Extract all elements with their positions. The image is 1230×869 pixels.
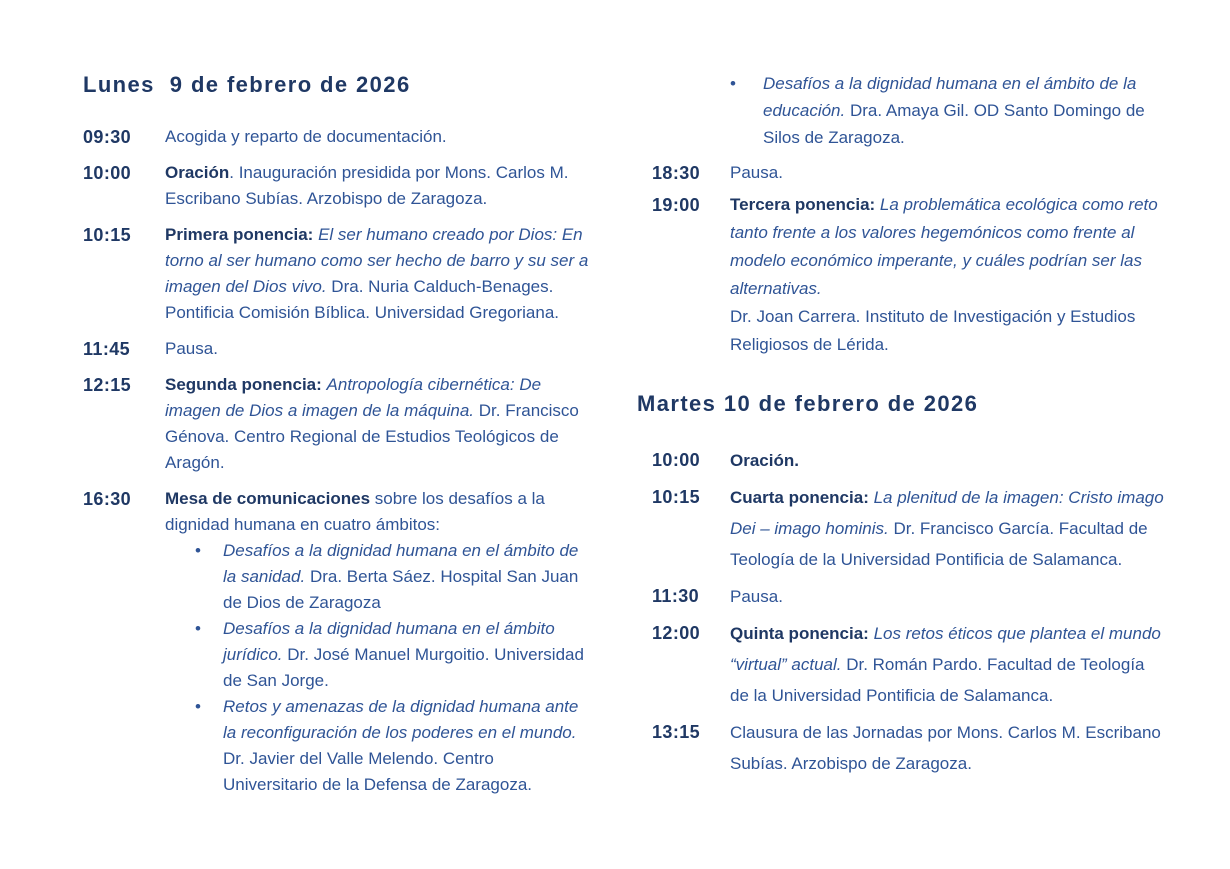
bullet-icon: •: [195, 697, 201, 716]
event-time: 10:15: [83, 225, 132, 245]
schedule-event: [637, 445, 1167, 476]
event-description: [165, 124, 590, 150]
text-run: Retos y amenazas de la dignidad humana ante la reconfiguración de los poderes en el mundo.: [223, 697, 579, 742]
schedule-event: [637, 618, 1167, 711]
schedule-event: [637, 482, 1167, 575]
event-description: [165, 222, 590, 326]
schedule-event: [637, 159, 1167, 187]
text-run: Dr. Román Pardo. Facultad de Teología de la Universidad Pontificia de Salamanca.: [730, 655, 1145, 705]
event-time: 09:30: [83, 127, 132, 147]
event-description: [165, 486, 590, 798]
text-run: Dr. Francisco García. Facultad de Teología de la Universidad Pontificia de Salamanca.: [730, 519, 1148, 569]
text-run: Pausa.: [165, 339, 218, 358]
event-description: [730, 581, 1167, 612]
schedule-event: [637, 717, 1167, 779]
schedule-event: [83, 160, 590, 212]
text-run: Cuarta ponencia:: [730, 488, 874, 507]
text-run: Oración.: [730, 451, 799, 470]
bullet-item: [165, 694, 590, 798]
text-run: Tercera ponencia:: [730, 195, 880, 214]
event-time: 11:30: [652, 586, 700, 606]
text-run: sobre los desafíos a la dignidad humana en cuatro ámbitos:: [165, 489, 545, 534]
text-run: Dr. Javier del Valle Melendo. Centro Universitario de la Defensa de Zaragoza.: [223, 749, 532, 794]
text-run: Los retos éticos que plantea el mundo “virtual” actual.: [730, 624, 1161, 674]
text-run: Mesa de comunicaciones: [165, 489, 371, 508]
event-time: 13:15: [652, 722, 701, 742]
event-time: 16:30: [83, 489, 132, 509]
text-run: Dra. Nuria Calduch-Benages. Pontificia Comisión Bíblica. Universidad Gregoriana.: [165, 277, 560, 322]
text-run: Primera ponencia:: [165, 225, 319, 244]
event-time: 10:00: [83, 163, 132, 183]
event-time: 19:00: [652, 195, 701, 215]
event-description: [730, 482, 1167, 575]
bullet-item: [165, 538, 590, 616]
bullet-icon: •: [195, 541, 201, 560]
event-description: [730, 717, 1167, 779]
text-run: Dr. Francisco Génova. Centro Regional de Estudios Teológicos de Aragón.: [165, 401, 579, 472]
event-description: [730, 618, 1167, 711]
text-run: Clausura de las Jornadas por Mons. Carlos M. Escribano Subías. Arzobispo de Zaragoza.: [730, 723, 1161, 773]
event-time: 10:00: [652, 450, 701, 470]
column-left: [83, 70, 590, 808]
text-run: Desafíos a la dignidad humana en el ámbito de la sanidad.: [223, 541, 579, 586]
event-time: 12:15: [83, 375, 132, 395]
text-run: Acogida y reparto de documentación.: [165, 127, 447, 146]
schedule-event: [83, 222, 590, 326]
day-heading-martes: Martes 10 de febrero de 2026: [637, 391, 979, 416]
event-description: [730, 445, 1167, 476]
schedule-event: [83, 336, 590, 362]
event-time: 11:45: [83, 339, 131, 359]
text-run: Dr. José Manuel Murgoitio. Universidad de San Jorge.: [223, 645, 584, 690]
event-description: [165, 336, 590, 362]
bullet-icon: •: [730, 74, 736, 93]
day-heading-lunes: Lunes 9 de febrero de 2026: [83, 72, 411, 97]
bullet-item: [730, 70, 1167, 151]
schedule-event: [637, 581, 1167, 612]
event-description: [165, 372, 590, 476]
event-time: 18:30: [652, 163, 701, 183]
lunes-evening-section: [637, 159, 1167, 359]
text-run: La problemática ecológica como reto tanto frente a los valores hegemónicos como frente al modelo económico imperante, y cuáles podrían ser las alternativas.: [730, 195, 1158, 298]
schedule-event: [83, 124, 590, 150]
column-right: [637, 70, 1167, 785]
schedule-event: [83, 372, 590, 476]
bullet-item: [165, 616, 590, 694]
text-run: Desafíos a la dignidad humana en el ámbito de la educación.: [763, 74, 1137, 120]
bullet-icon: •: [195, 619, 201, 638]
schedule-event: [637, 191, 1167, 359]
text-run: Pausa.: [730, 163, 783, 182]
text-run: Antropología cibernética: De imagen de Dios a imagen de la máquina.: [165, 375, 542, 420]
event-time: 10:15: [652, 487, 701, 507]
text-run: Quinta ponencia:: [730, 624, 874, 643]
event-description: [730, 159, 1167, 187]
text-run: Dra. Berta Sáez. Hospital San Juan de Dios de Zaragoza: [223, 567, 579, 612]
text-run: Pausa.: [730, 587, 783, 606]
martes-section: [637, 445, 1167, 779]
text-run: Segunda ponencia:: [165, 375, 327, 394]
text-run: Dr. Joan Carrera. Instituto de Investigación y Estudios Religiosos de Lérida.: [730, 307, 1136, 354]
text-run: La plenitud de la imagen: Cristo imago Dei – imago hominis.: [730, 488, 1164, 538]
schedule-event: [83, 486, 590, 798]
text-run: . Inauguración presidida por Mons. Carlos M. Escribano Subías. Arzobispo de Zaragoza.: [165, 163, 569, 208]
text-run: Desafíos a la dignidad humana en el ámbito jurídico.: [223, 619, 555, 664]
text-run: Dra. Amaya Gil. OD Santo Domingo de Silos de Zaragoza.: [763, 101, 1145, 147]
text-run: El ser humano creado por Dios: En torno al ser humano como ser hecho de barro y su ser a imagen del Dios vivo.: [165, 225, 589, 296]
event-time: 12:00: [652, 623, 701, 643]
event-description: [730, 191, 1167, 359]
event-description: [165, 160, 590, 212]
text-run: Oración: [165, 163, 230, 182]
